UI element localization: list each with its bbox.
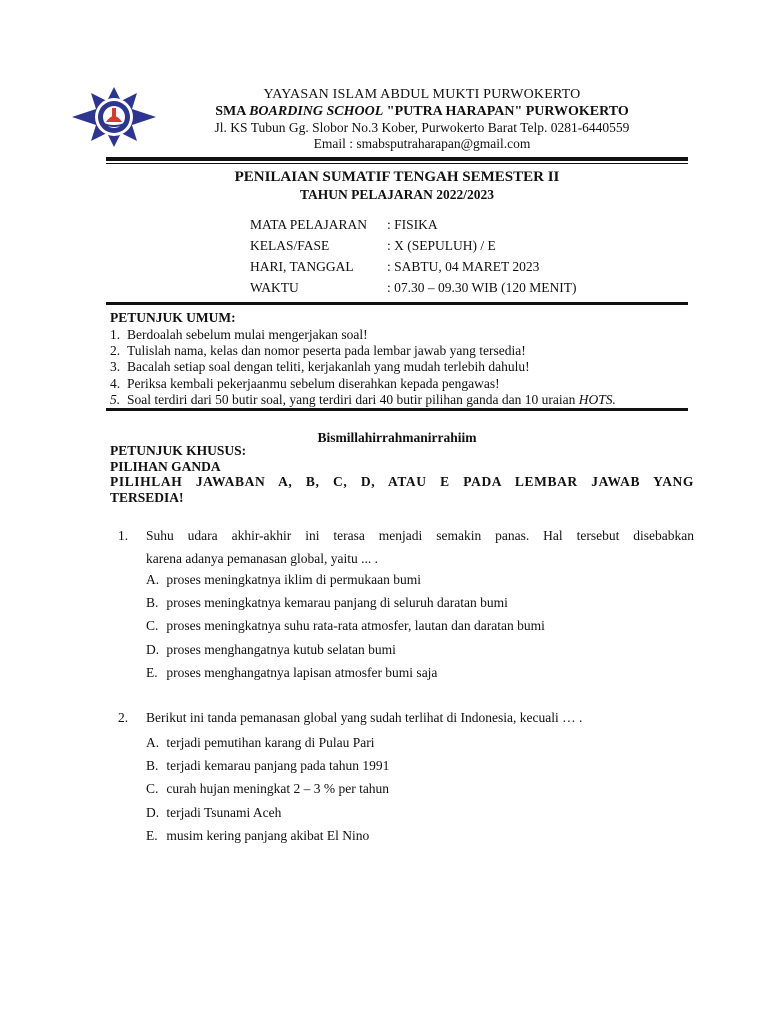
letterhead [68, 86, 688, 158]
school-name: SMA BOARDING SCHOOL "PUTRA HARAPAN" PURWOKERTO [215, 104, 629, 119]
letterhead-divider-thin [106, 163, 688, 164]
meta-label: WAKTU [250, 280, 299, 295]
meta-divider [106, 302, 688, 305]
letterhead-divider [106, 157, 688, 161]
foundation-name: YAYASAN ISLAM ABDUL MUKTI PURWOKERTO [263, 87, 581, 102]
section-title: PILIHAN GANDA [110, 458, 221, 474]
question-number: 2. [118, 710, 129, 725]
list-item: 3. Bacalah setiap soal dengan teliti, kerjakanlah yang mudah terlebih dahulu! [110, 359, 530, 375]
exam-subtitle: TAHUN PELAJARAN 2022/2023 [299, 187, 494, 202]
meta-value: : FISIKA [387, 217, 438, 232]
meta-row [250, 235, 576, 256]
answer-options [146, 568, 545, 684]
meta-label: KELAS/FASE [250, 238, 330, 253]
meta-label: MATA PELAJARAN [250, 217, 368, 232]
question-number: 1. [118, 528, 129, 543]
answer-option[interactable]: E. proses menghangatnya lapisan atmosfer bumi saja [146, 664, 438, 680]
answer-option[interactable]: B. proses meningkatnya kemarau panjang di seluruh daratan bumi [146, 595, 508, 611]
answer-option[interactable]: C. proses meningkatnya suhu rata-rata atmosfer, lautan dan daratan bumi [146, 618, 545, 634]
meta-label: HARI, TANGGAL [250, 259, 354, 274]
special-instructions-heading: PETUNJUK KHUSUS: [110, 443, 247, 458]
answer-option[interactable]: A. terjadi pemutihan karang di Pulau Pari [146, 735, 375, 750]
list-item: 1. Berdoalah sebelum mulai mengerjakan soal! [110, 327, 368, 342]
meta-row [250, 214, 576, 235]
list-item: 5. Soal terdiri dari 50 butir soal, yang terdiri dari 40 butir pilihan ganda dan 10 uraian HOTS. [110, 391, 616, 407]
special-instructions [110, 443, 694, 505]
answer-option[interactable]: C. curah hujan meningkat 2 – 3 % per tahun [146, 781, 390, 797]
meta-row [250, 256, 576, 277]
answer-option[interactable]: B. terjadi kemarau panjang pada tahun 1991 [146, 758, 390, 774]
exam-meta [250, 214, 576, 298]
instruction-line: TERSEDIA! [110, 489, 184, 505]
list-item: 4. Periksa kembali pekerjaanmu sebelum diserahkan kepada pengawas! [110, 375, 500, 391]
answer-option[interactable]: D. proses menghangatnya kutub selatan bumi [146, 641, 396, 657]
exam-title: PENILAIAN SUMATIF TENGAH SEMESTER II [234, 169, 560, 185]
bismillah-text: Bismillahirrahmanirrahiim [317, 430, 477, 445]
general-instructions-heading: PETUNJUK UMUM: [110, 310, 236, 325]
question-text: Suhu udara akhir-akhir ini terasa menjadi semakin panas. Hal tersebut disebabkan karena adanya pemanasan global, yaitu ... . [146, 528, 694, 566]
instruction-line: PILIHLAH JAWABAN A, B, C, D, ATAU E PADA LEMBAR JAWAB YANG [110, 474, 694, 489]
general-instructions-list [110, 327, 695, 408]
meta-row [250, 277, 576, 298]
meta-value: : SABTU, 04 MARET 2023 [387, 259, 540, 274]
list-item: 2. Tulislah nama, kelas dan nomor peserta pada lembar jawab yang tersedia! [110, 343, 526, 359]
school-email: Email : smabsputraharapan@gmail.com [313, 136, 531, 151]
school-logo-icon [68, 86, 160, 148]
answer-option[interactable]: E. musim kering panjang akibat El Nino [146, 827, 370, 843]
school-address: Jl. KS Tubun Gg. Slobor No.3 Kober, Purwokerto Barat Telp. 0281-6440559 [214, 120, 630, 135]
meta-value: : X (SEPULUH) / E [387, 238, 496, 253]
question-text: Berikut ini tanda pemanasan global yang sudah terlihat di Indonesia, kecuali … . [146, 710, 583, 725]
letterhead-text [162, 86, 682, 152]
meta-value: : 07.30 – 09.30 WIB (120 MENIT) [387, 280, 577, 295]
answer-options [146, 731, 389, 847]
answer-option[interactable]: D. terjadi Tsunami Aceh [146, 804, 282, 820]
instructions-divider [106, 408, 688, 411]
answer-option[interactable]: A. proses meningkatnya iklim di permukaan bumi [146, 572, 421, 587]
